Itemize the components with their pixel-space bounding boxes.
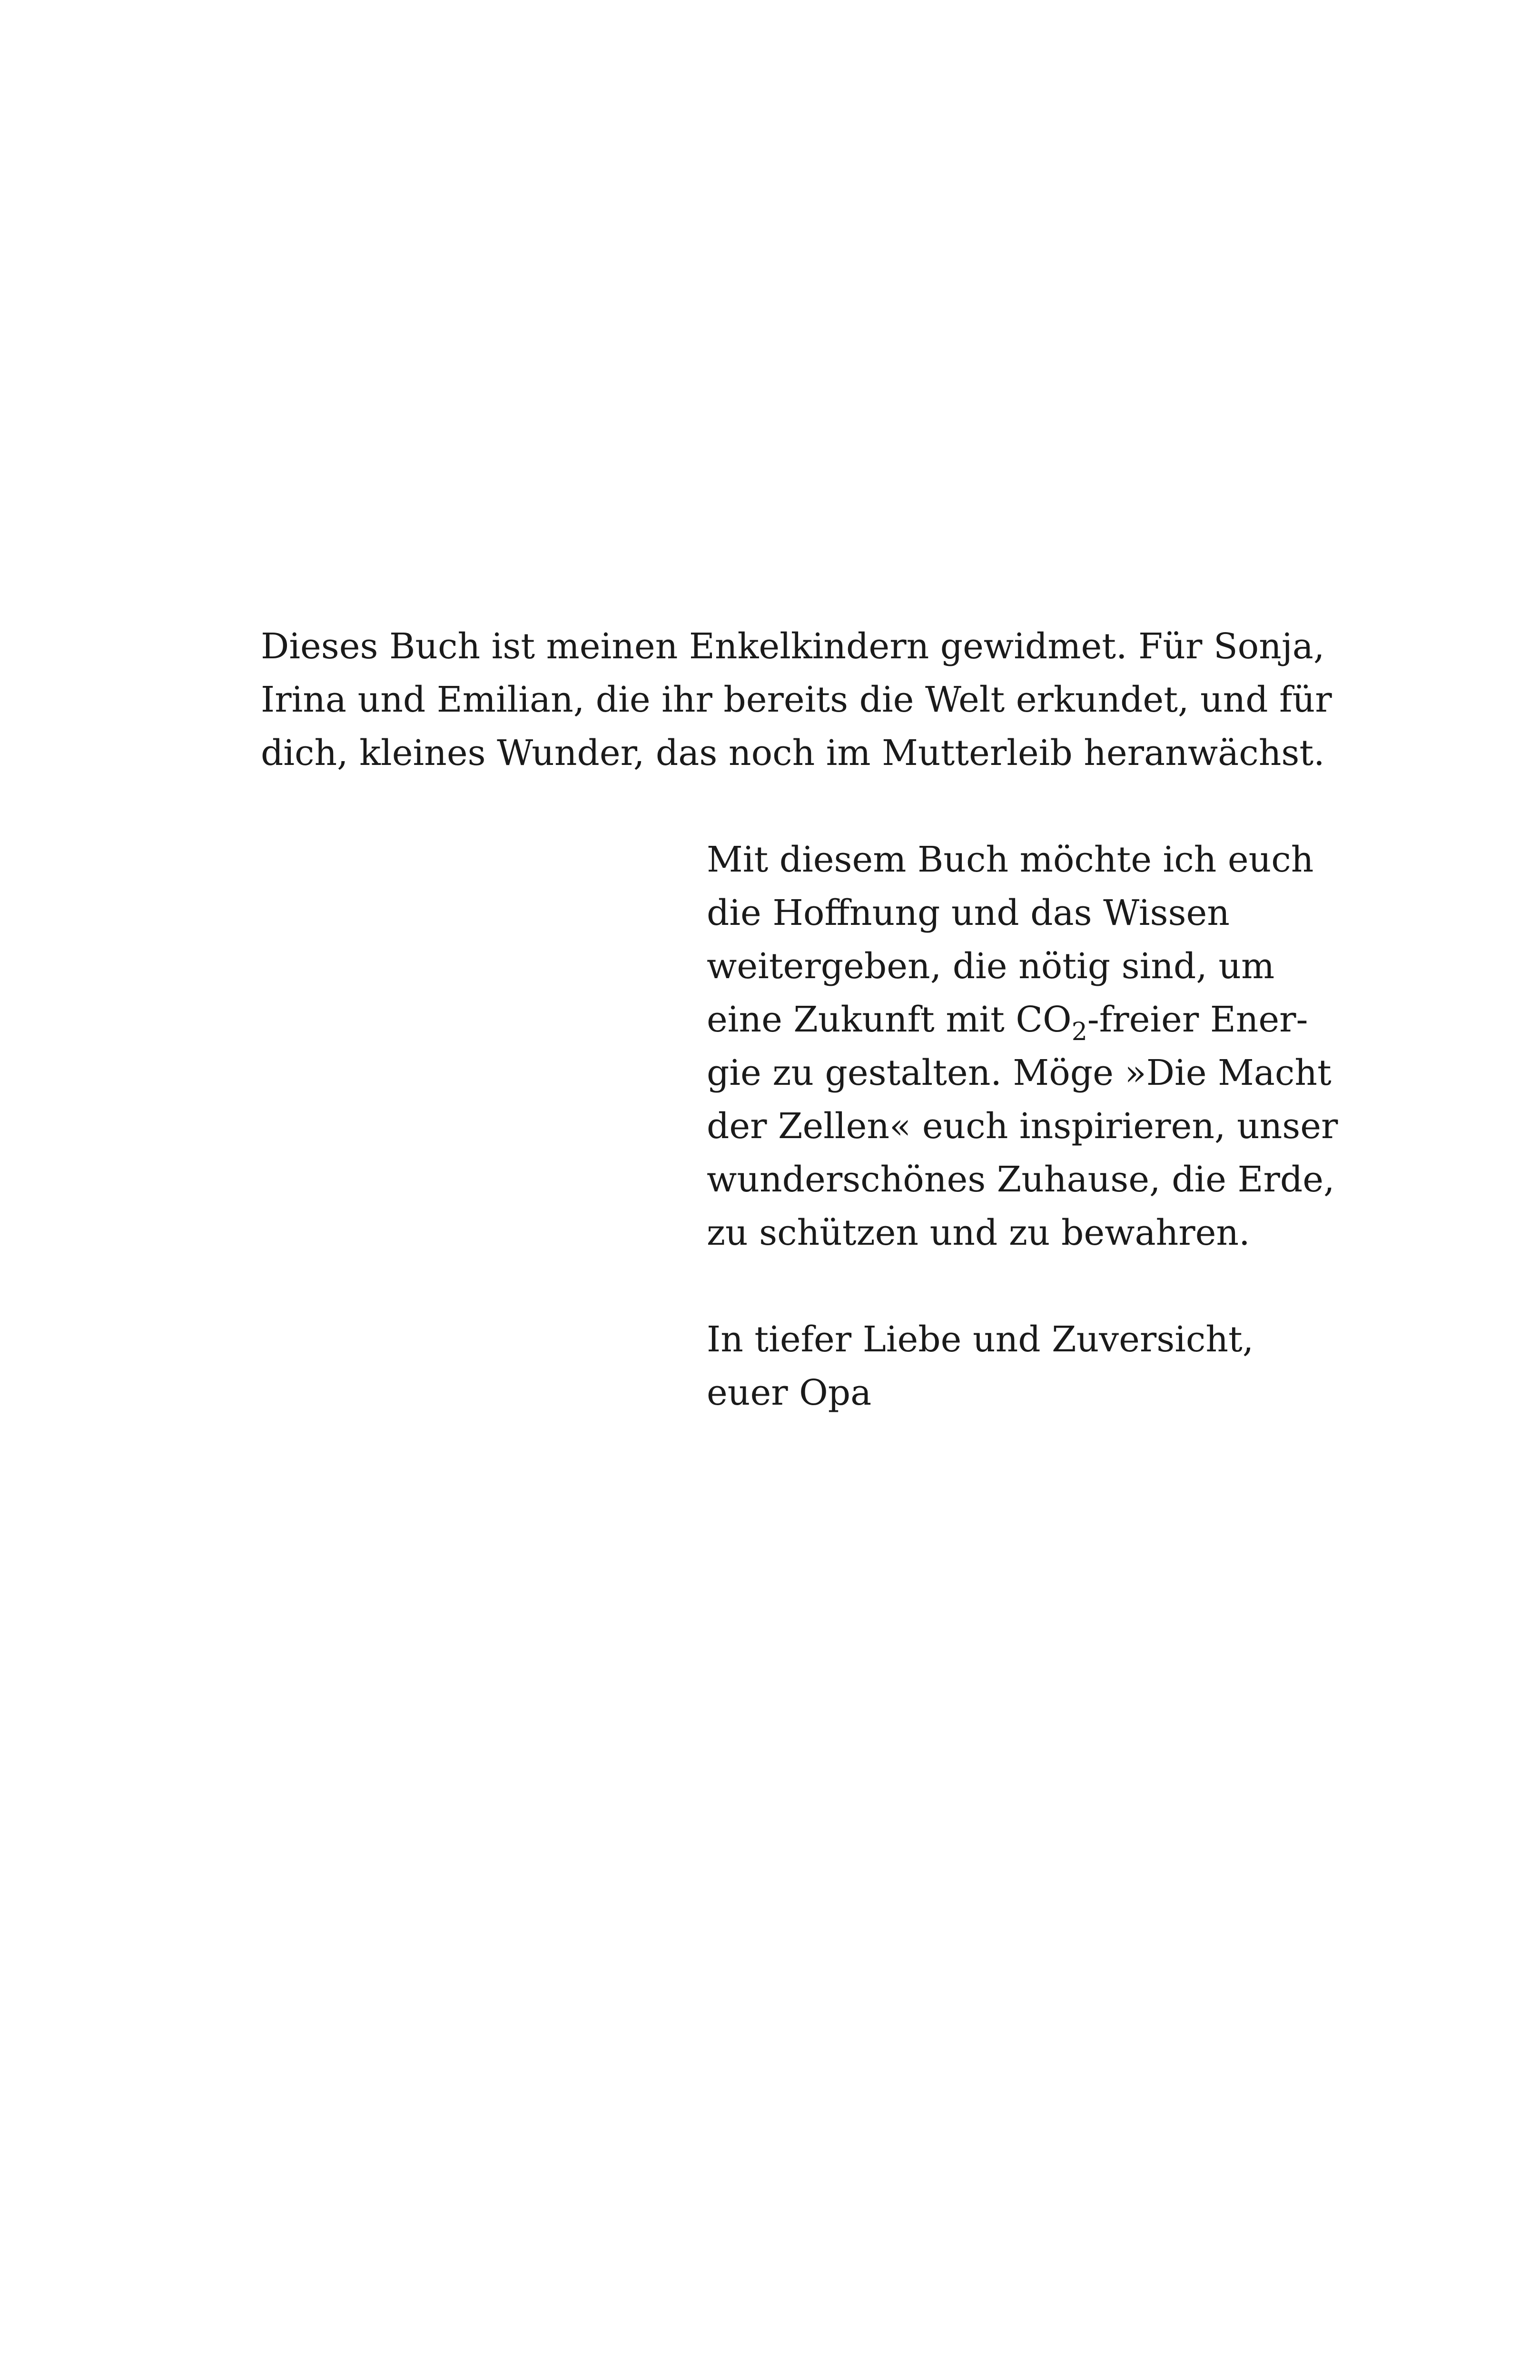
dedication-line: Dieses Buch ist meinen Enkelkindern gewidmet. Für Sonja, — [261, 626, 1325, 667]
message-line: der Zellen« euch inspirieren, unser — [707, 1106, 1338, 1147]
message-line: die Hoffnung und das Wissen — [707, 892, 1230, 933]
message-line: gie zu gestalten. Möge »Die Macht — [707, 1052, 1332, 1093]
dedication-line: Irina und Emilian, die ihr bereits die Welt erkundet, und für — [261, 679, 1332, 720]
co2-text-after: -freier Ener- — [1087, 999, 1308, 1040]
message-line: zu schützen und zu bewahren. — [707, 1212, 1250, 1253]
closing-line: In tiefer Liebe und Zuversicht, — [707, 1319, 1254, 1360]
co2-text-before: eine Zukunft mit CO — [707, 999, 1072, 1040]
dedication-line: dich, kleines Wunder, das noch im Mutterleib heranwächst. — [261, 733, 1325, 774]
message-line: Mit diesem Buch möchte ich euch — [707, 839, 1314, 880]
co2-subscript: 2 — [1071, 1018, 1087, 1046]
signature-line: euer Opa — [707, 1372, 872, 1413]
message-line: wunderschönes Zuhause, die Erde, — [707, 1159, 1335, 1200]
message-line: weitergeben, die nötig sind, um — [707, 946, 1275, 987]
message-line-co2 — [707, 993, 1308, 1046]
